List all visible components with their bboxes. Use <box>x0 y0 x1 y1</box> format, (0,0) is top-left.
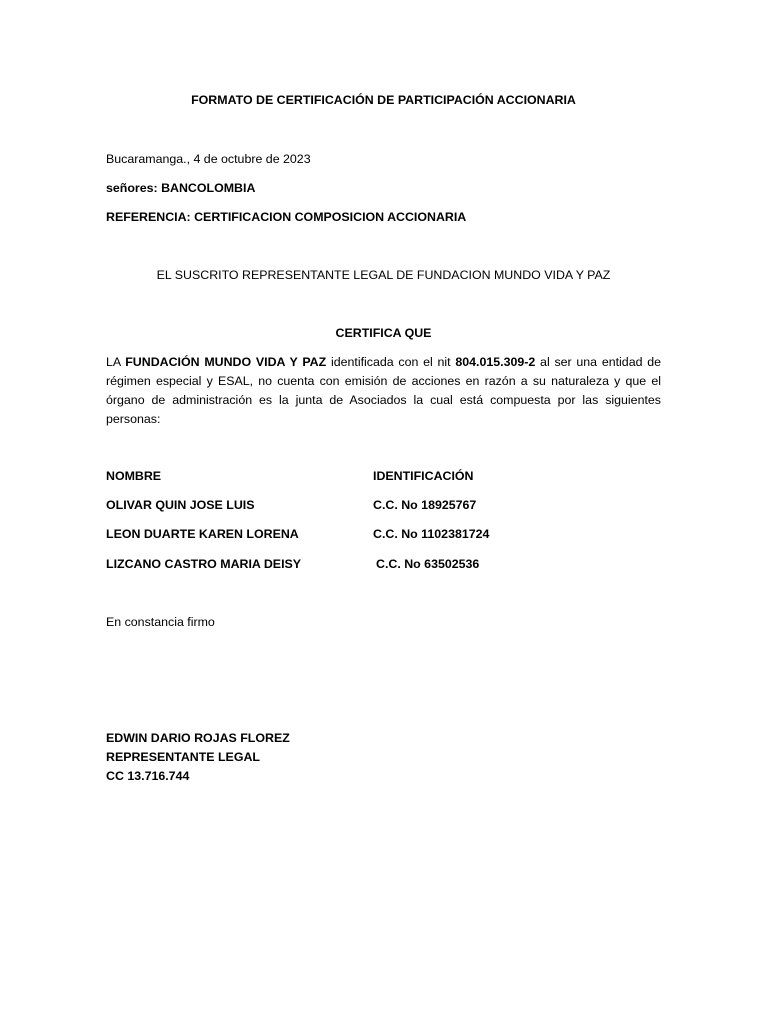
table-header-name: NOMBRE <box>106 469 162 483</box>
intro-statement: EL SUSCRITO REPRESENTANTE LEGAL DE FUNDACION MUNDO VIDA Y PAZ <box>156 268 611 282</box>
certification-paragraph <box>106 353 661 429</box>
table-row-id: C.C. No 18925767 <box>373 498 477 512</box>
place-date: Bucaramanga., 4 de octubre de 2023 <box>106 152 311 166</box>
organization-name: FUNDACIÓN MUNDO VIDA Y PAZ <box>125 355 327 369</box>
table-row-name: LIZCANO CASTRO MARIA DEISY <box>106 557 302 571</box>
signer-role: REPRESENTANTE LEGAL <box>106 750 260 764</box>
document-title: FORMATO DE CERTIFICACIÓN DE PARTICIPACIÓN ACCIONARIA <box>191 93 576 107</box>
paragraph-mid: identificada con el nit <box>326 355 456 369</box>
signer-id: CC 13.716.744 <box>106 769 190 783</box>
paragraph-prefix: LA <box>106 355 126 369</box>
certifies-heading: CERTIFICA QUE <box>335 326 432 340</box>
closing-line: En constancia firmo <box>106 615 215 629</box>
signer-name: EDWIN DARIO ROJAS FLOREZ <box>106 731 290 745</box>
table-row-id: C.C. No 1102381724 <box>373 527 490 541</box>
addressee: señores: BANCOLOMBIA <box>106 181 256 195</box>
table-row-name: OLIVAR QUIN JOSE LUIS <box>106 498 255 512</box>
table-row-id: C.C. No 63502536 <box>376 557 480 571</box>
reference-line: REFERENCIA: CERTIFICACION COMPOSICION ACCIONARIA <box>106 210 467 224</box>
table-row-name: LEON DUARTE KAREN LORENA <box>106 527 299 541</box>
paragraph-rest: al ser una entidad de régimen especial y ESAL, no cuenta con emisión de acciones en razón a su naturaleza y que el órgano de administración es la junta de Asociados la cual está compuesta por las siguientes personas: <box>106 355 662 426</box>
table-header-id: IDENTIFICACIÓN <box>373 469 474 483</box>
nit-number: 804.015.309-2 <box>455 355 536 369</box>
